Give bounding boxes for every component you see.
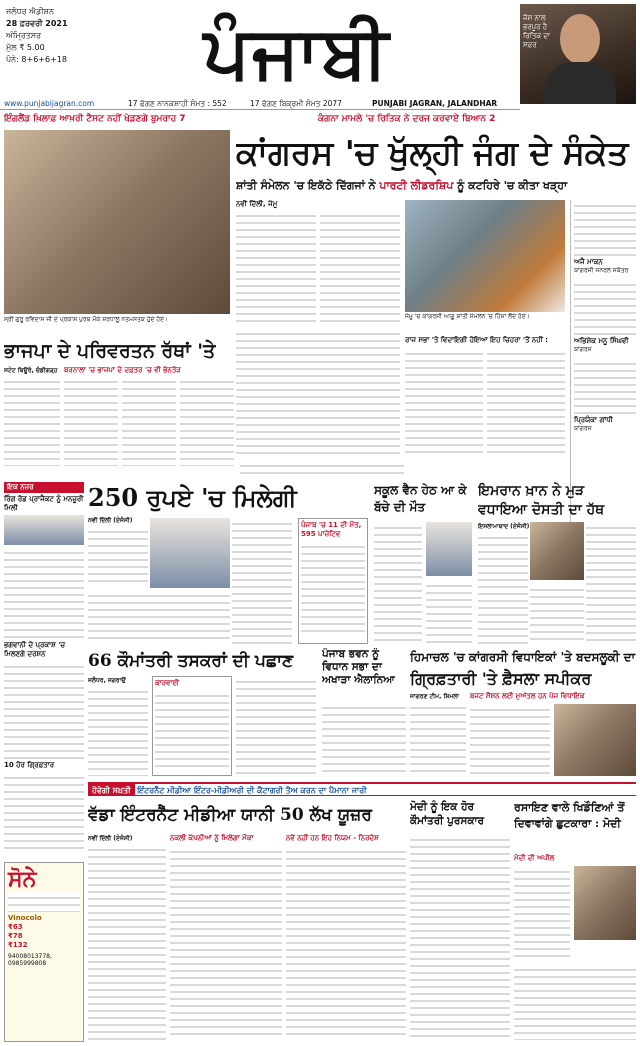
promo-right-link[interactable]: ਕੰਗਨਾ ਮਾਮਲੇ 'ਚ ਰਿਤਿਕ ਨੇ ਦਰਜ ਕਰਵਾਏ ਬਿਆਨ 2 [318,114,496,124]
bikrami-date: 17 ਫੱਗਣ ਬਿਕ੍ਰਮੀ ਸੰਮਤ 2077 [250,99,342,108]
edition-city: ਅੰਮ੍ਰਿਤਸਰ [6,31,42,40]
smugglers-headline[interactable]: 66 ਕੌਮਾਂਤਰੀ ਤਸਕਰਾਂ ਦੀ ਪਛਾਣ [88,651,294,671]
promo-left-link[interactable]: ਇੰਗਲੈਂਡ ਖ਼ਿਲਾਫ਼ ਆਖ਼ਰੀ ਟੈਸਟ ਨਹੀਂ ਖੇਡਣਗੇ ਬੁਮਰਾਹ 7 [4,114,186,124]
vaccine-body-col2 [232,518,292,644]
smugglers-dateline: ਜਲੰਧਰ, ਜਗਰਾਉਂ [88,677,126,684]
quote-role: ਕਾਂਗਰਸ [574,346,592,353]
covid-box-subtitle: 595 ਪਾਜ਼ੇਟਿਵ [301,530,341,538]
schoolvan-headline[interactable]: ਸਕੂਲ ਵੈਨ ਹੇਠ ਆ ਕੇ ਬੱਚੇ ਦੀ ਮੌਤ [374,483,467,514]
imran-body-col3 [530,584,584,644]
lead-body-tail [240,460,404,476]
smugglers-body-col1 [88,686,148,776]
ad-phone: 94008013778, 0985999808 [8,953,52,967]
covid-box [298,518,368,644]
issue-date: 28 ਫ਼ਰਵਰੀ 2021 [6,19,68,28]
brief-headline[interactable]: ਰਿੰਗ ਰੋਡ ਪ੍ਰਾਜੈਕਟ ਨੂੰ ਮਨਜ਼ੂਰੀ ਮਿਲੀ [4,495,84,512]
lead-sub-body-col1 [405,348,483,456]
brief-body [4,772,84,852]
vaccine-headline[interactable]: 250 ਰੁਪਏ 'ਚ ਮਿਲੇਗੀ [88,483,297,512]
internet-headline[interactable]: ਵੱਡਾ ਇੰਟਰਨੈੱਟ ਮੀਡੀਆ ਯਾਨੀ 50 ਲੱਖ ਯੂਜ਼ਰ [88,805,372,825]
bjp-dateline: ਸਟੇਟ ਬਿਊਰੋ, ਚੰਡੀਗੜ੍ਹ [4,367,58,374]
bjp-body-col1 [4,376,60,466]
modi-toys-headline[interactable]: ਰਸਾਇਣ ਵਾਲੇ ਖਿਡੌਣਿਆਂ ਤੋਂ ਦਿਵਾਵਾਂਗੇ ਛੁਟਕਾਰਾ : ਮੋਦੀ [514,801,625,830]
lead-subhead-highlight: ਪਾਰਟੀ ਲੀਡਰਸ਼ਿਪ [379,179,454,192]
newspaper-title: ਪੰਜਾਬੀ [203,9,391,94]
lead-body-col1 [236,210,316,324]
website-link[interactable]: www.punjabijagran.com [4,99,95,108]
gurpurab-caption: ਸ੍ਰੀ ਗੁਰੂ ਰਵਿਦਾਸ ਜੀ ਦੇ ਪ੍ਰਕਾਸ਼ ਪੁਰਬ ਮੌਕੇ ਸ਼ਰਧਾਲੂ ਨਤਮਸਤਕ ਹੁੰਦੇ ਹੋਏ। [4,316,169,323]
bjp-body-col4 [180,376,234,466]
modi-toys-photo [574,866,636,940]
smugglers-box-body [155,690,229,770]
lead-sub-body-col2 [487,348,565,456]
ad-price: ₹78 [8,932,23,940]
imran-body-col2 [586,522,636,644]
lead-dateline: ਨਵੀਂ ਦਿੱਲੀ, ਜੰਮੂ [236,200,278,208]
brief-body [4,547,84,641]
lead-body-col2 [320,210,400,324]
promo-photo-caption: ਜੋਸ਼ ਨਾਲ ਭਰਪੂਰ ਹੈ ਰਿਤਿਕ ਦਾ ਸਫ਼ਰ [523,14,550,50]
himachal-dateline: ਜਾਗਰਣ ਟੀਮ, ਸ਼ਿਮਲਾ [410,693,460,700]
ad-brand: Vinocolo [8,914,42,922]
vaccine-dateline: ਨਵੀਂ ਦਿੱਲੀ (ਏਜੰਸੀ) [88,517,133,524]
edition-label: ਜਲੰਧਰ ਐਡੀਸ਼ਨ [6,7,54,16]
imran-headline[interactable]: ਇਮਰਾਨ ਖ਼ਾਨ ਨੇ ਮੁੜ ਵਧਾਇਆ ਦੋਸਤੀ ਦਾ ਹੱਥ [478,483,605,518]
bottom-strip-label: ਹੋਵੇਗੀ ਸਖ਼ਤੀ [88,784,135,796]
quote-body [574,200,636,258]
smugglers-body-col2 [236,676,316,776]
lead-subhead: ਸ਼ਾਂਤੀ ਸੰਮੇਲਨ 'ਚ ਇਕੱਠੇ ਦਿੱਗਜਾਂ ਨੇ ਪਾਰਟੀ ਲੀਡਰਸ਼ਿਪ ਨੂੰ ਕਟਹਿਰੇ 'ਚ ਕੀਤਾ ਖੜ੍ਹਾ [236,179,568,192]
bjp-body-col3 [122,376,176,466]
briefs-sidebar [4,482,84,862]
vaccine-body-col1 [88,526,148,586]
internet-col3-head: ਨਵੇਂ ਨਹੀਂ ਹਨ ਇਹ ਨਿਯਮ - ਨਿਰਦੇਸ਼ [286,834,379,842]
bjp-headline[interactable]: ਭਾਜਪਾ ਦੇ ਪਰਿਵਰਤਨ ਰੱਥਾਂ 'ਤੇ [4,340,216,362]
lead-photo-caption: ਜੰਮੂ 'ਚ ਕਾਂਗਰਸੀ ਆਗੂ ਸ਼ਾਂਤੀ ਸੰਮੇਲਨ 'ਚ ਹਿੱਸਾ ਲੈਂਦੇ ਹੋਏ। [405,313,530,320]
issue-price: ਮੁੱਲ ₹ 5.00 [6,43,45,52]
modi-toys-body-col2 [514,964,636,1040]
brief-photo [4,515,84,545]
internet-body-col1 [88,844,166,1040]
promo-strip [0,111,640,127]
nanakshahi-date: 17 ਫੱਗਣ ਨਾਨਕਸ਼ਾਹੀ ਸੰਮਤ : 552 [128,99,227,108]
schoolvan-photo [426,522,472,576]
ad-price: ₹63 [8,923,23,931]
himachal-subhead: ਬਜਟ ਸੈਸ਼ਨ ਲਈ ਮੁਅੱਤਲ ਹਨ ਪੰਜ ਵਿਧਾਇਕ [470,692,585,700]
modi-toys-tag: ਮੋਦੀ ਦੀ ਅਪੀਲ [514,854,555,862]
smugglers-box-title: ਕਾਰਵਾਈ [155,679,179,687]
brief-body [4,661,84,761]
bjp-subhead: ਬਰਨਾਲਾ 'ਚ ਭਾਜਪਾ ਦੇ ਦਫ਼ਤਰ 'ਚ ਵੀ ਭੰਨਤੋੜ [64,366,181,374]
bottom-strip [88,782,636,796]
imran-dateline: ਇਸਲਾਮਾਬਾਦ (ਏਜੰਸੀ) [478,523,530,530]
internet-body-col3 [286,846,406,1040]
lead-photo [405,200,565,312]
imran-body-col1 [478,532,528,644]
page-count: ਪੰਨੇ: 8+6+6+18 [6,55,67,64]
person-face [560,14,600,64]
internet-dateline: ਨਵੀਂ ਦਿੱਲੀ (ਏਜੰਸੀ) [88,835,133,842]
bjp-body-col2 [64,376,118,466]
vaccine-photo [150,518,230,588]
quote-body [574,279,636,337]
quote-name: ਅਭਿਸ਼ੇਕ ਮਨੂ ਸਿੰਘਵੀ [574,337,629,345]
gold-ad[interactable] [4,862,84,1042]
himachal-body-col1 [410,702,466,776]
lead-sub-headline[interactable]: ਰਾਜ ਸਭਾ 'ਤੇ ਵਿਦਾਇਗੀ ਹੋਇਆ ਇਹ ਚਿਹਰਾ 'ਤੋਂ ਨਹੀਂ : [405,336,548,344]
covid-box-title: ਪੰਜਾਬ 'ਚ 11 ਦੀ ਮੌਤ, [301,521,362,529]
covid-box-body [301,541,365,637]
ad-body [8,892,80,912]
quote-role: ਕਾਂਗਰਸ [574,425,592,432]
briefs-title: ਇਕ ਨਜ਼ਰ [4,482,84,493]
himachal-photo [554,704,636,776]
modi-award-headline[interactable]: ਮੋਦੀ ਨੂੰ ਇਕ ਹੋਰ ਕੌਮਾਂਤਰੀ ਪੁਰਸਕਾਰ [410,801,485,827]
internet-col2-head: ਨਕਲੀ ਕੰਪਨੀਆਂ ਨੂੰ ਮਿਲੇਗਾ ਮੌਕਾ [170,834,254,842]
publisher-name: PUNJABI JAGRAN, JALANDHAR [372,99,498,108]
lead-headline[interactable]: ਕਾਂਗਰਸ 'ਚ ਖੁੱਲ੍ਹੀ ਜੰਗ ਦੇ ਸੰਕੇਤ [236,133,629,172]
bhawan-headline[interactable]: ਪੰਜਾਬ ਭਵਨ ਨੂੰ ਵਿਧਾਨ ਸਭਾ ਦਾ ਅਖਾੜਾ ਐਲਾਨਿਆ [322,648,395,686]
gurpurab-photo [4,130,230,314]
vaccine-body-col3 [88,590,230,644]
quote-name: ਪ੍ਰਿਯੰਕਾ ਗਾਂਧੀ [574,416,613,424]
masthead-promo-photo[interactable] [520,4,636,104]
ad-title: ਸੋਨੇ [8,866,37,892]
person-body [544,62,616,104]
modi-toys-body-col1 [514,866,570,960]
lead-body-col3 [236,328,400,456]
modi-award-body [410,834,510,1040]
smugglers-action-box [152,676,232,776]
himachal-headline-2[interactable]: ਗ੍ਰਿਫ਼ਤਾਰੀ 'ਤੇ ਫ਼ੈਸਲਾ ਸਪੀਕਰ [410,669,592,688]
bhawan-body [322,702,406,776]
internet-body-col2 [170,846,282,1040]
himachal-body-col2 [470,704,550,776]
quote-name: ਅਜੈ ਮਾਕਨ [574,258,603,266]
date-bar [0,98,520,110]
quote-body [574,358,636,416]
brief-headline[interactable]: ਭਗਵਾਨੀ ਦੇ ਪ੍ਰਕਾਸ਼ 'ਚ ਮਿਲਣਗੇ ਦਰਸ਼ਨ [4,641,66,658]
quote-role: ਕਾਂਗਰਸੀ ਜਨਰਲ ਸਕੱਤਰ [574,267,629,274]
schoolvan-body-col2 [426,580,472,644]
himachal-headline[interactable]: ਹਿਮਾਚਲ 'ਚ ਕਾਂਗਰਸੀ ਵਿਧਾਇਕਾਂ 'ਤੇ ਬਦਸਲੂਕੀ ਦਾ [410,650,636,664]
bottom-strip-text: ਇੰਟਰਨੈੱਟ ਮੀਡੀਆ ਇੰਟਰ-ਮੀਡੀਅਰੀ ਦੀ ਕੈਟਾਗਰੀ ਤੈਅ ਕਰਨ ਦਾ ਪੈਮਾਨਾ ਜਾਰੀ [137,786,367,795]
schoolvan-body-col1 [374,522,422,644]
brief-headline[interactable]: 10 ਹੋਰ ਗ੍ਰਿਫ਼ਤਾਰ [4,761,55,769]
quotes-column [570,200,636,530]
imran-photo [530,522,584,580]
ad-price: ₹132 [8,941,28,949]
masthead-info [6,6,76,66]
